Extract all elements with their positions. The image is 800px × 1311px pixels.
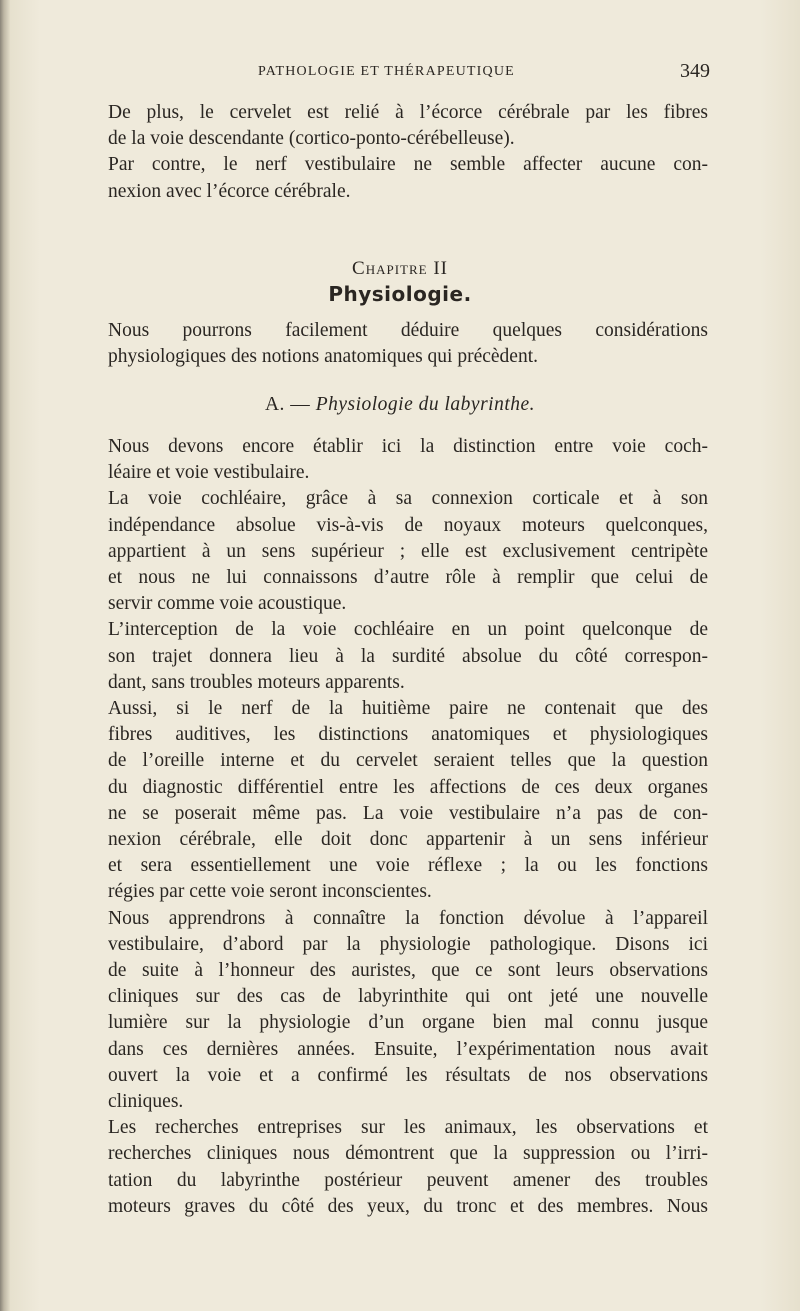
text-line: régies par cette voie seront inconscientes. <box>108 881 432 903</box>
text-line: De plus, le cervelet est relié à l’écorce cérébrale par les fibres <box>108 102 708 123</box>
text-line: physiologiques des notions anatomiques qui précèdent. <box>108 346 539 368</box>
text-line: nexion cérébrale, elle doit donc appartenir à un sens inférieur <box>108 829 708 851</box>
chapter-heading: Chapitre II <box>352 258 448 279</box>
text-line: tation du labyrinthe postérieur peuvent amener des troubles <box>108 1169 708 1191</box>
text-line: léaire et voie vestibulaire. <box>108 462 310 484</box>
text-line: Aussi, si le nerf de la huitième paire ne contenait que des <box>108 698 708 720</box>
body-paragraphs <box>108 434 708 1220</box>
text-line: moteurs graves du côté des yeux, du tronc et des membres. Nous <box>108 1195 708 1217</box>
text-line: fibres auditives, les distinctions anatomiques et physiologiques <box>108 724 708 746</box>
text-line: vestibulaire, d’abord par la physiologie pathologique. Disons ici <box>108 933 708 955</box>
text-line: de la voie descendante (cortico-ponto-cérébelleuse). <box>108 128 515 150</box>
running-title: PATHOLOGIE ET THÉRAPEUTIQUE <box>258 64 515 79</box>
text-line: et nous ne lui connaissons d’autre rôle à remplir que celui de <box>108 567 708 589</box>
text-line: Nous devons encore établir ici la distinction entre voie coch- <box>108 436 708 457</box>
text-line: cliniques sur des cas de labyrinthite qui ont jeté une nouvelle <box>108 986 708 1008</box>
text-line: Les recherches entreprises sur les animaux, les observations et <box>108 1117 708 1139</box>
text-line: lumière sur la physiologie d’un organe bien mal connu jusque <box>108 1012 708 1034</box>
text-line: L’interception de la voie cochléaire en un point quelconque de <box>108 619 708 641</box>
text-line: de l’oreille interne et du cervelet seraient telles que la question <box>108 750 708 772</box>
text-line: recherches cliniques nous démontrent que la suppression ou l’irri- <box>108 1143 708 1165</box>
text-line: dant, sans troubles moteurs apparents. <box>108 671 405 693</box>
page-number: 349 <box>680 60 710 82</box>
text-line: de suite à l’honneur des auristes, que ce sont leurs observations <box>108 960 708 982</box>
text-line: La voie cochléaire, grâce à sa connexion corticale et à son <box>108 488 708 510</box>
subsection-title: Physiologie du labyrinthe. <box>315 394 536 415</box>
subsection-heading <box>0 394 800 416</box>
text-line: son trajet donnera lieu à la surdité absolue du côté correspon- <box>108 645 708 667</box>
text-line: du diagnostic différentiel entre les affections de ces deux organes <box>108 776 708 798</box>
text-line: Nous pourrons facilement déduire quelques considérations <box>108 320 708 341</box>
text-line: ouvert la voie et a confirmé les résultats de nos observations <box>108 1064 708 1086</box>
intro-paragraphs <box>108 100 708 205</box>
text-line: appartient à un sens supérieur ; elle est exclusivement centripète <box>108 540 708 562</box>
text-line: dans ces dernières années. Ensuite, l’expérimentation nous avait <box>108 1038 708 1060</box>
text-line: Nous apprendrons à connaître la fonction dévolue à l’appareil <box>108 907 708 929</box>
page-edge-shadow <box>0 0 10 1311</box>
subsection-label: A. — <box>264 394 311 415</box>
section-title: Physiologie. <box>328 282 472 306</box>
lead-paragraph <box>108 318 708 370</box>
text-line: et sera essentiellement une voie réflexe ; la ou les fonctions <box>108 855 708 877</box>
text-line: indépendance absolue vis-à-vis de noyaux moteurs quelconques, <box>108 514 708 536</box>
text-line: cliniques. <box>108 1091 184 1113</box>
text-line: servir comme voie acoustique. <box>108 593 347 615</box>
text-line: nexion avec l’écorce cérébrale. <box>108 180 351 202</box>
text-line: ne se poserait même pas. La voie vestibulaire n’a pas de con- <box>108 802 708 824</box>
text-line: Par contre, le nerf vestibulaire ne semble affecter aucune con- <box>108 154 708 176</box>
